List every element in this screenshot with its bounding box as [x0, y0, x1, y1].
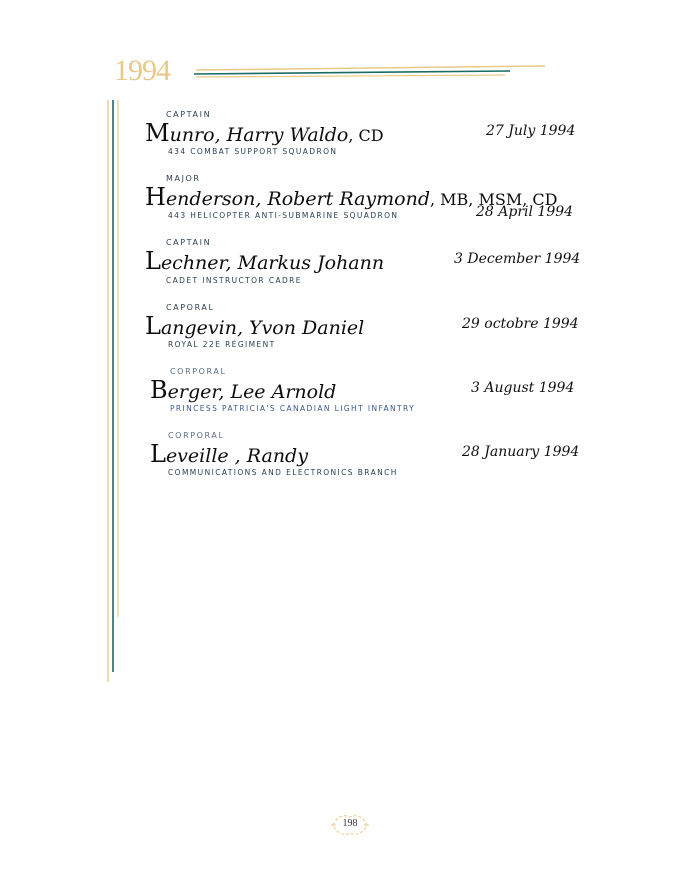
- unit-label: PRINCESS PATRICIA'S CANADIAN LIGHT INFANTRY: [170, 404, 416, 413]
- honours: , CD: [348, 126, 384, 145]
- unit-label: 434 COMBAT SUPPORT SQUADRON: [168, 147, 338, 156]
- memorial-entry: [0, 303, 700, 363]
- name-initial: H: [145, 183, 166, 211]
- memorial-entry: [0, 367, 700, 427]
- date: 28 January 1994: [462, 444, 580, 460]
- name-initial: L: [145, 247, 161, 275]
- name-text: erger, Lee Arnold: [167, 381, 337, 403]
- name-initial: M: [145, 119, 170, 147]
- name-text: enderson, Robert Raymond: [165, 188, 430, 210]
- name-text: unro, Harry Waldo: [169, 124, 349, 146]
- date: 29 octobre 1994: [462, 316, 579, 332]
- unit-label: 443 HELICOPTER ANTI-SUBMARINE SQUADRON: [168, 211, 399, 220]
- date: 28 April 1994: [476, 204, 574, 220]
- name-line: [145, 119, 384, 147]
- memorial-entry: [0, 238, 700, 298]
- rank-label: CAPTAIN: [166, 238, 212, 247]
- date: 3 December 1994: [454, 251, 581, 267]
- name-initial: L: [150, 440, 166, 468]
- name-initial: L: [145, 312, 161, 340]
- honours: , MB, MSM, CD: [429, 190, 558, 209]
- memorial-entry: [0, 174, 700, 234]
- memorial-entry: [0, 110, 700, 170]
- rank-label: CORPORAL: [168, 431, 225, 440]
- date: 27 July 1994: [486, 123, 576, 139]
- name-line: [150, 376, 336, 404]
- year-heading: 1994: [114, 54, 170, 87]
- name-line: [145, 247, 384, 275]
- rank-label: MAJOR: [166, 174, 201, 183]
- rank-label: CAPORAL: [166, 303, 215, 312]
- name-line: [150, 440, 308, 468]
- page-number-ornament: [329, 810, 371, 840]
- date: 3 August 1994: [471, 380, 575, 396]
- name-line: [145, 312, 364, 340]
- unit-label: CADET INSTRUCTOR CADRE: [166, 276, 302, 285]
- unit-label: ROYAL 22E RÉGIMENT: [168, 340, 276, 349]
- name-initial: B: [150, 376, 168, 404]
- name-text: eveille , Randy: [165, 445, 308, 467]
- name-text: echner, Markus Johann: [160, 252, 385, 274]
- unit-label: COMMUNICATIONS AND ELECTRONICS BRANCH: [168, 468, 398, 477]
- rank-label: CORPORAL: [170, 367, 227, 376]
- page-number: 198: [342, 818, 358, 829]
- memorial-entry: [0, 431, 700, 491]
- name-text: angevin, Yvon Daniel: [160, 317, 365, 339]
- rank-label: CAPTAIN: [166, 110, 212, 119]
